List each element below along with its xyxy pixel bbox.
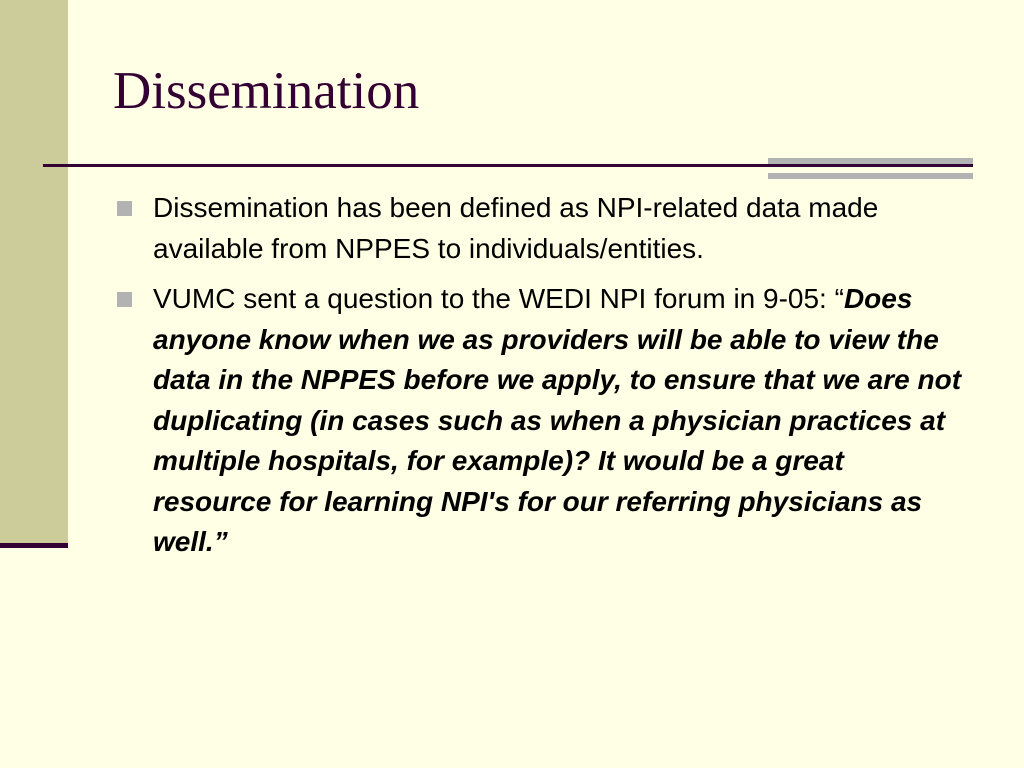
quoted-question: Does anyone know when we as providers will be able to view the data in the NPPES before we apply, to ensure that we are not duplicating (in cases such as when a physician practices at multiple hospitals, for example)? It would be a great resource for learning NPI's for our referring physicians as well.” — [153, 283, 962, 557]
bullet-list — [113, 188, 963, 573]
bullet-item-vumc-question — [113, 279, 963, 563]
title-rule — [43, 164, 973, 167]
bullet-item-definition — [113, 188, 963, 269]
bullet-text-prefix: VUMC sent a question to the WEDI NPI forum in 9-05: “ — [153, 283, 844, 314]
side-band — [0, 0, 68, 548]
square-bullet-icon — [117, 201, 132, 216]
title-decor-bar-bottom — [768, 173, 973, 179]
square-bullet-icon — [117, 292, 132, 307]
slide-title: Dissemination — [113, 62, 420, 120]
bullet-text: Dissemination has been defined as NPI-related data made available from NPPES to individuals/entities. — [153, 192, 879, 264]
side-accent-line — [0, 543, 68, 548]
